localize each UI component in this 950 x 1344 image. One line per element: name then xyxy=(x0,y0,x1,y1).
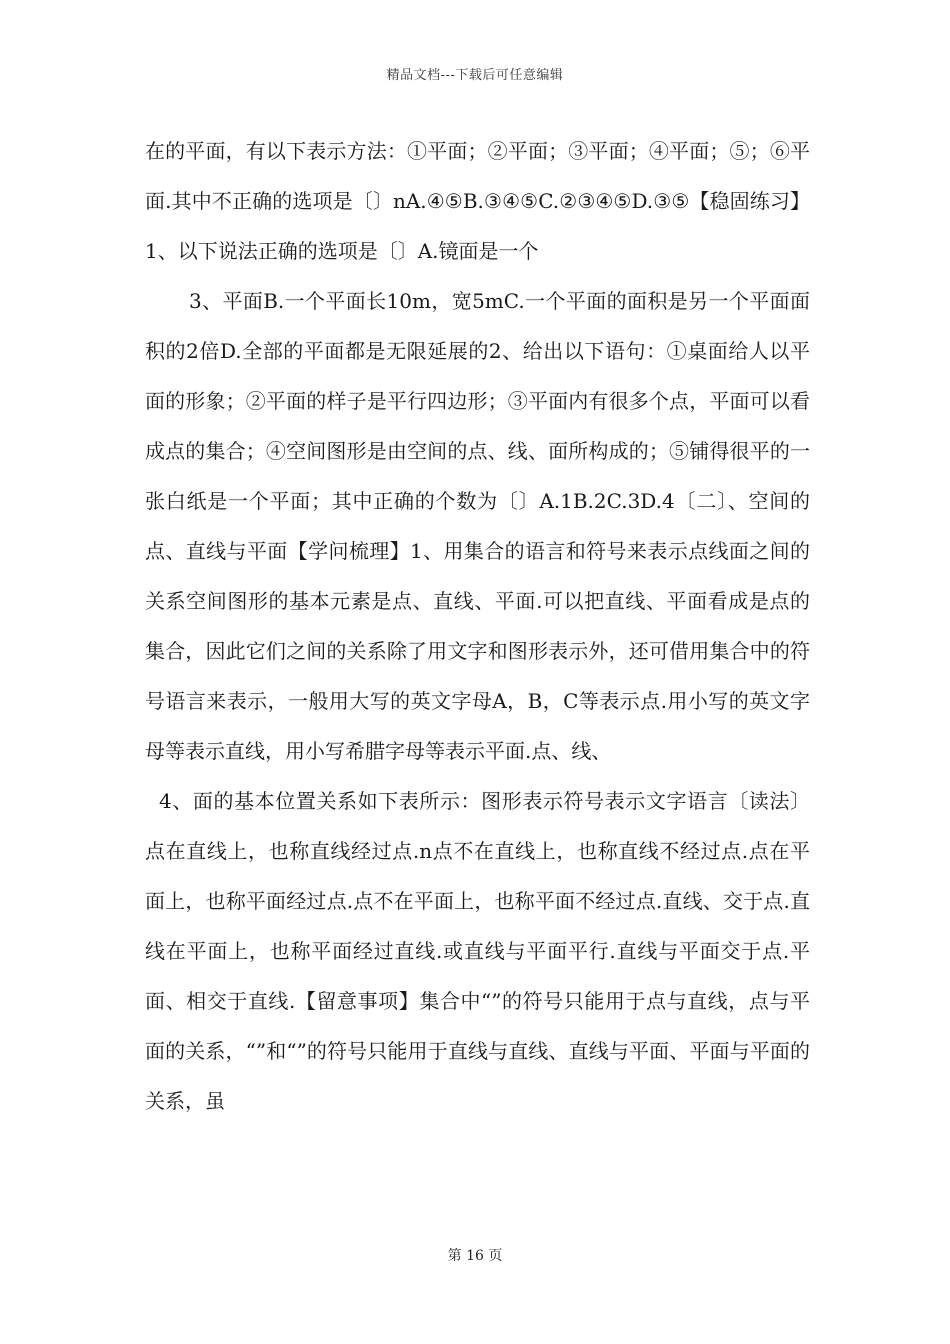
paragraph-2: 3、平面B.一个平面长10m，宽5mC.一个平面的面积是另一个平面面积的2倍D.全部的平面都是无限延展的2、给出以下语句：①桌面给人以平面的形象；②平面的样子是平行四边形；③平面内有很多个点，平面可以看成点的集合；④空间图形是由空间的点、线、面所构成的；⑤铺得很平的一张白纸是一个平面；其中正确的个数为〔〕A.1B.2C.3D.4〔二〕、空间的点、直线与平面【学问梳理】1、用集合的语言和符号来表示点线面之间的关系空间图形的基本元素是点、直线、平面.可以把直线、平面看成是点的集合，因此它们之间的关系除了用文字和图形表示外，还可借用集合中的符号语言来表示，一般用大写的英文字母A，B，C等表示点.用小写的英文字母等表示直线，用小写希腊字母等表示平面.点、线、 xyxy=(145,289,810,763)
paragraph-3: 4、面的基本位置关系如下表所示：图形表示符号表示文字语言〔读法〕点在直线上，也称直线经过点.n点不在直线上，也称直线不经过点.点在平面上，也称平面经过点.点不在平面上，也称平面不经过点.直线、交于点.直线在平面上，也称平面经过直线.或直线与平面平行.直线与平面交于点.平面、相交于直线.【留意事项】集合中“”的符号只能用于点与直线，点与平面的关系，“”和“”的符号只能用于直线与直线、直线与平面、平面与平面的关系，虽 xyxy=(145,789,810,1113)
document-body xyxy=(145,126,810,1126)
paragraph-1: 在的平面，有以下表示方法：①平面；②平面；③平面；④平面；⑤；⑥平面.其中不正确的选项是〔〕nA.④⑤B.③④⑤C.②③④⑤D.③⑤【稳固练习】1、以下说法正确的选项是〔〕A.镜面是一个 xyxy=(145,139,810,263)
page-number: 第 16 页 xyxy=(447,1248,503,1264)
page-header: 精品文档---下载后可任意编辑 xyxy=(386,68,564,83)
